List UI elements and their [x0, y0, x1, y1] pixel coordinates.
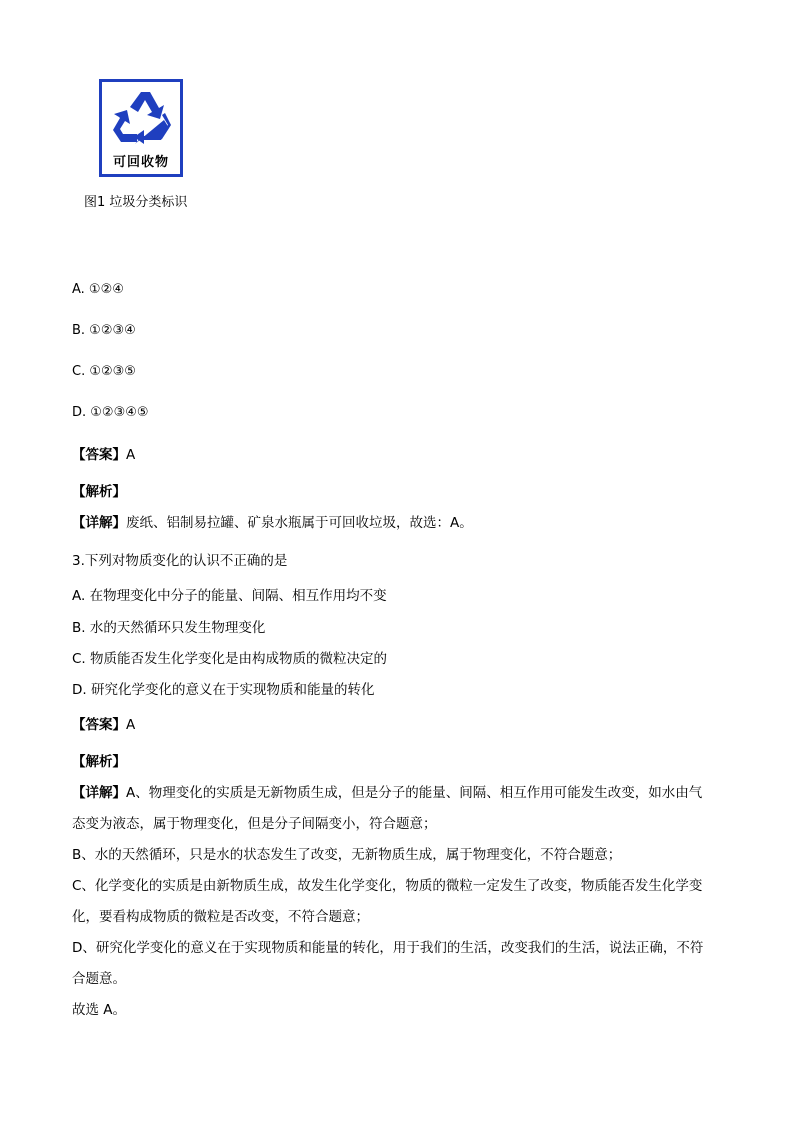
- q3-analysis-heading: [72, 752, 126, 772]
- detail-tag: 【详解】: [72, 785, 126, 801]
- q3-option-b: B. 水的天然循环只发生物理变化: [72, 620, 266, 636]
- answer-tag: 【答案】: [72, 447, 126, 463]
- q3-stem: 3.下列对物质变化的认识不正确的是: [72, 553, 288, 569]
- q2-detail: [72, 513, 473, 533]
- detail-line: 合题意。: [72, 971, 126, 987]
- conclusion-line: 故选 A。: [72, 1002, 127, 1018]
- detail-text: 废纸、铝制易拉罐、矿泉水瓶属于可回收垃圾，故选：A。: [126, 515, 473, 531]
- q3-option-c: C. 物质能否发生化学变化是由构成物质的微粒决定的: [72, 651, 388, 667]
- q3-answer: [72, 715, 135, 735]
- answer-value: A: [126, 717, 136, 733]
- q3-detail: [72, 778, 724, 1026]
- q2-option-d: D. ①②③④⑤: [72, 405, 149, 420]
- recycling-logo: [99, 79, 183, 177]
- q3-option-d: D. 研究化学变化的意义在于实现物质和能量的转化: [72, 682, 375, 698]
- logo-label: 可回收物: [112, 155, 169, 170]
- q2-option-b: B. ①②③④: [72, 323, 136, 338]
- q2-analysis-heading: [72, 482, 126, 502]
- figure-caption: 图1 垃圾分类标识: [84, 195, 188, 210]
- detail-line: D、研究化学变化的意义在于实现物质和能量的转化，用于我们的生活，改变我们的生活，说法正确，不符: [72, 940, 704, 956]
- detail-line: 【详解】A、物理变化的实质是无新物质生成，但是分子的能量、间隔、相互作用可能发生改变，如水由气: [72, 785, 703, 801]
- answer-value: A: [126, 447, 136, 463]
- q3-option-a: A. 在物理变化中分子的能量、间隔、相互作用均不变: [72, 588, 387, 604]
- q2-answer: [72, 445, 135, 465]
- answer-tag: 【答案】: [72, 717, 126, 733]
- detail-line: 态变为液态，属于物理变化，但是分子间隔变小，符合题意；: [72, 816, 437, 832]
- recycle-icon: [110, 88, 172, 146]
- detail-line: 化，要看构成物质的微粒是否改变，不符合题意；: [72, 909, 369, 925]
- detail-tag: 【详解】: [72, 515, 126, 531]
- q2-option-a: A. ①②④: [72, 282, 124, 297]
- analysis-tag: 【解析】: [72, 484, 126, 500]
- q2-option-c: C. ①②③⑤: [72, 364, 136, 379]
- detail-line: C、化学变化的实质是由新物质生成，故发生化学变化，物质的微粒一定发生了改变，物质能否发生化学变: [72, 878, 703, 894]
- detail-line: B、水的天然循环，只是水的状态发生了改变，无新物质生成，属于物理变化，不符合题意；: [72, 847, 622, 863]
- analysis-tag: 【解析】: [72, 754, 126, 770]
